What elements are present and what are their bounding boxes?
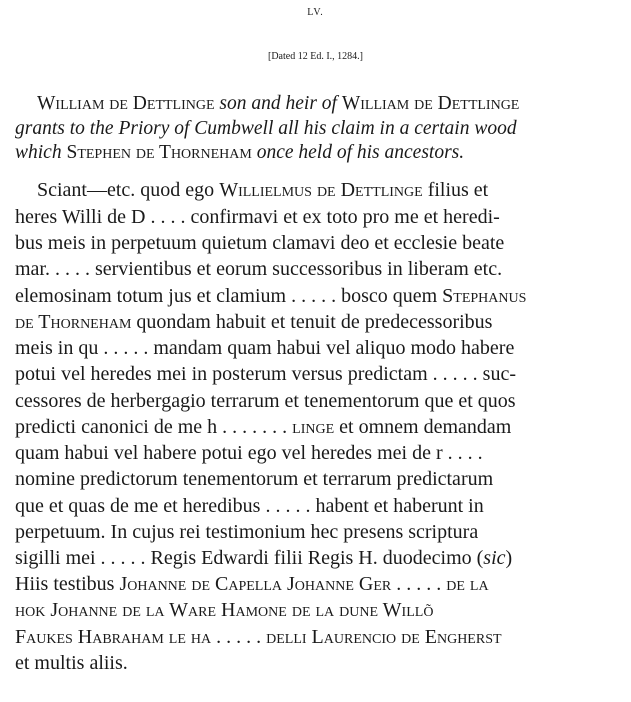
body-line-12: nomine predictorum tenementorum et terrarum predictarum bbox=[15, 468, 494, 490]
body-name: de Thorneham bbox=[15, 311, 132, 333]
body-line-3: bus meis in perpetuum quietum clamavi deo et ecclesie beate bbox=[15, 232, 505, 254]
body-name: Johanne de Capella Johanne Ger . . . . . de la bbox=[119, 573, 489, 595]
body-line-18 bbox=[15, 627, 502, 647]
body-line-17: hok Johanne de la Ware Hamone de la dune Willõ bbox=[15, 599, 434, 621]
summary-line-1 bbox=[37, 94, 615, 114]
body-text: quondam habuit et tenuit de predecessoribus bbox=[131, 311, 493, 333]
body-name: Faukes Habraham le ha bbox=[15, 626, 212, 648]
body-line-19: et multis aliis. bbox=[15, 652, 128, 674]
body-name: delli Laurencio de Engherst bbox=[266, 626, 502, 648]
body-text: . . . . . bbox=[211, 626, 267, 648]
body-line-7: meis in qu . . . . . mandam quam habui vel aliquo modo habere bbox=[15, 337, 515, 359]
body-line-4: mar. . . . . servientibus et eorum successoribus in liberam etc. bbox=[15, 258, 503, 280]
summary-line-2: grants to the Priory of Cumbwell all his claim in a certain wood bbox=[15, 118, 517, 139]
body-sic: sic bbox=[483, 547, 506, 569]
date-line: [Dated 12 Ed. I., 1284.] bbox=[268, 51, 363, 62]
summary-line-3 bbox=[15, 143, 464, 163]
body-line-10 bbox=[15, 417, 511, 437]
body-name: Willielmus de Dettlinge bbox=[219, 179, 423, 201]
body-line-16 bbox=[15, 574, 489, 594]
body-text: et omnem demandam bbox=[334, 416, 512, 438]
body-line-14: perpetuum. In cujus rei testimonium hec presens scriptura bbox=[15, 521, 479, 543]
body-line-11: quam habui vel habere potui ego vel heredes mei de r . . . . bbox=[15, 442, 483, 464]
body-name: linge bbox=[292, 416, 335, 438]
body-text: predicti canonici de me h . . . . . . . bbox=[15, 416, 293, 438]
body-text: Hiis testibus bbox=[15, 573, 120, 595]
body-line-2: heres Willi de D . . . . confirmavi et ex toto pro me et heredi- bbox=[15, 206, 500, 228]
body-text: sigilli mei . . . . . Regis Edwardi filii Regis H. duodecimo ( bbox=[15, 547, 484, 569]
summary-name-stephen: Stephen de Thorneham bbox=[66, 142, 252, 163]
body-text: ) bbox=[505, 547, 513, 569]
body-line-9: cessores de herbergagio terrarum et tenementorum que et quos bbox=[15, 390, 516, 412]
summary-name-grantor: William de Dettlinge bbox=[37, 93, 215, 114]
summary-name-father: William de Dettlinge bbox=[341, 93, 520, 114]
body-line-13: que et quas de me et heredibus . . . . . habent et haberunt in bbox=[15, 495, 484, 517]
body-name: Stephanus bbox=[442, 285, 527, 307]
body-line-6 bbox=[15, 312, 492, 332]
summary-text: which bbox=[15, 142, 67, 163]
body-text: Sciant—etc. quod ego bbox=[37, 179, 220, 201]
body-line-1 bbox=[37, 180, 488, 200]
body-text: filius et bbox=[422, 179, 489, 201]
summary-text: son and heir of bbox=[214, 93, 342, 114]
summary-text: once held of his ancestors. bbox=[251, 142, 465, 163]
body-line-8: potui vel heredes mei in posterum versus predictam . . . . . suc- bbox=[15, 363, 516, 385]
charter-number-heading: LV. bbox=[307, 7, 324, 18]
body-line-5 bbox=[15, 286, 526, 306]
body-text: elemosinam totum jus et clamium . . . . . bosco quem bbox=[15, 285, 443, 307]
body-line-15 bbox=[15, 548, 512, 568]
